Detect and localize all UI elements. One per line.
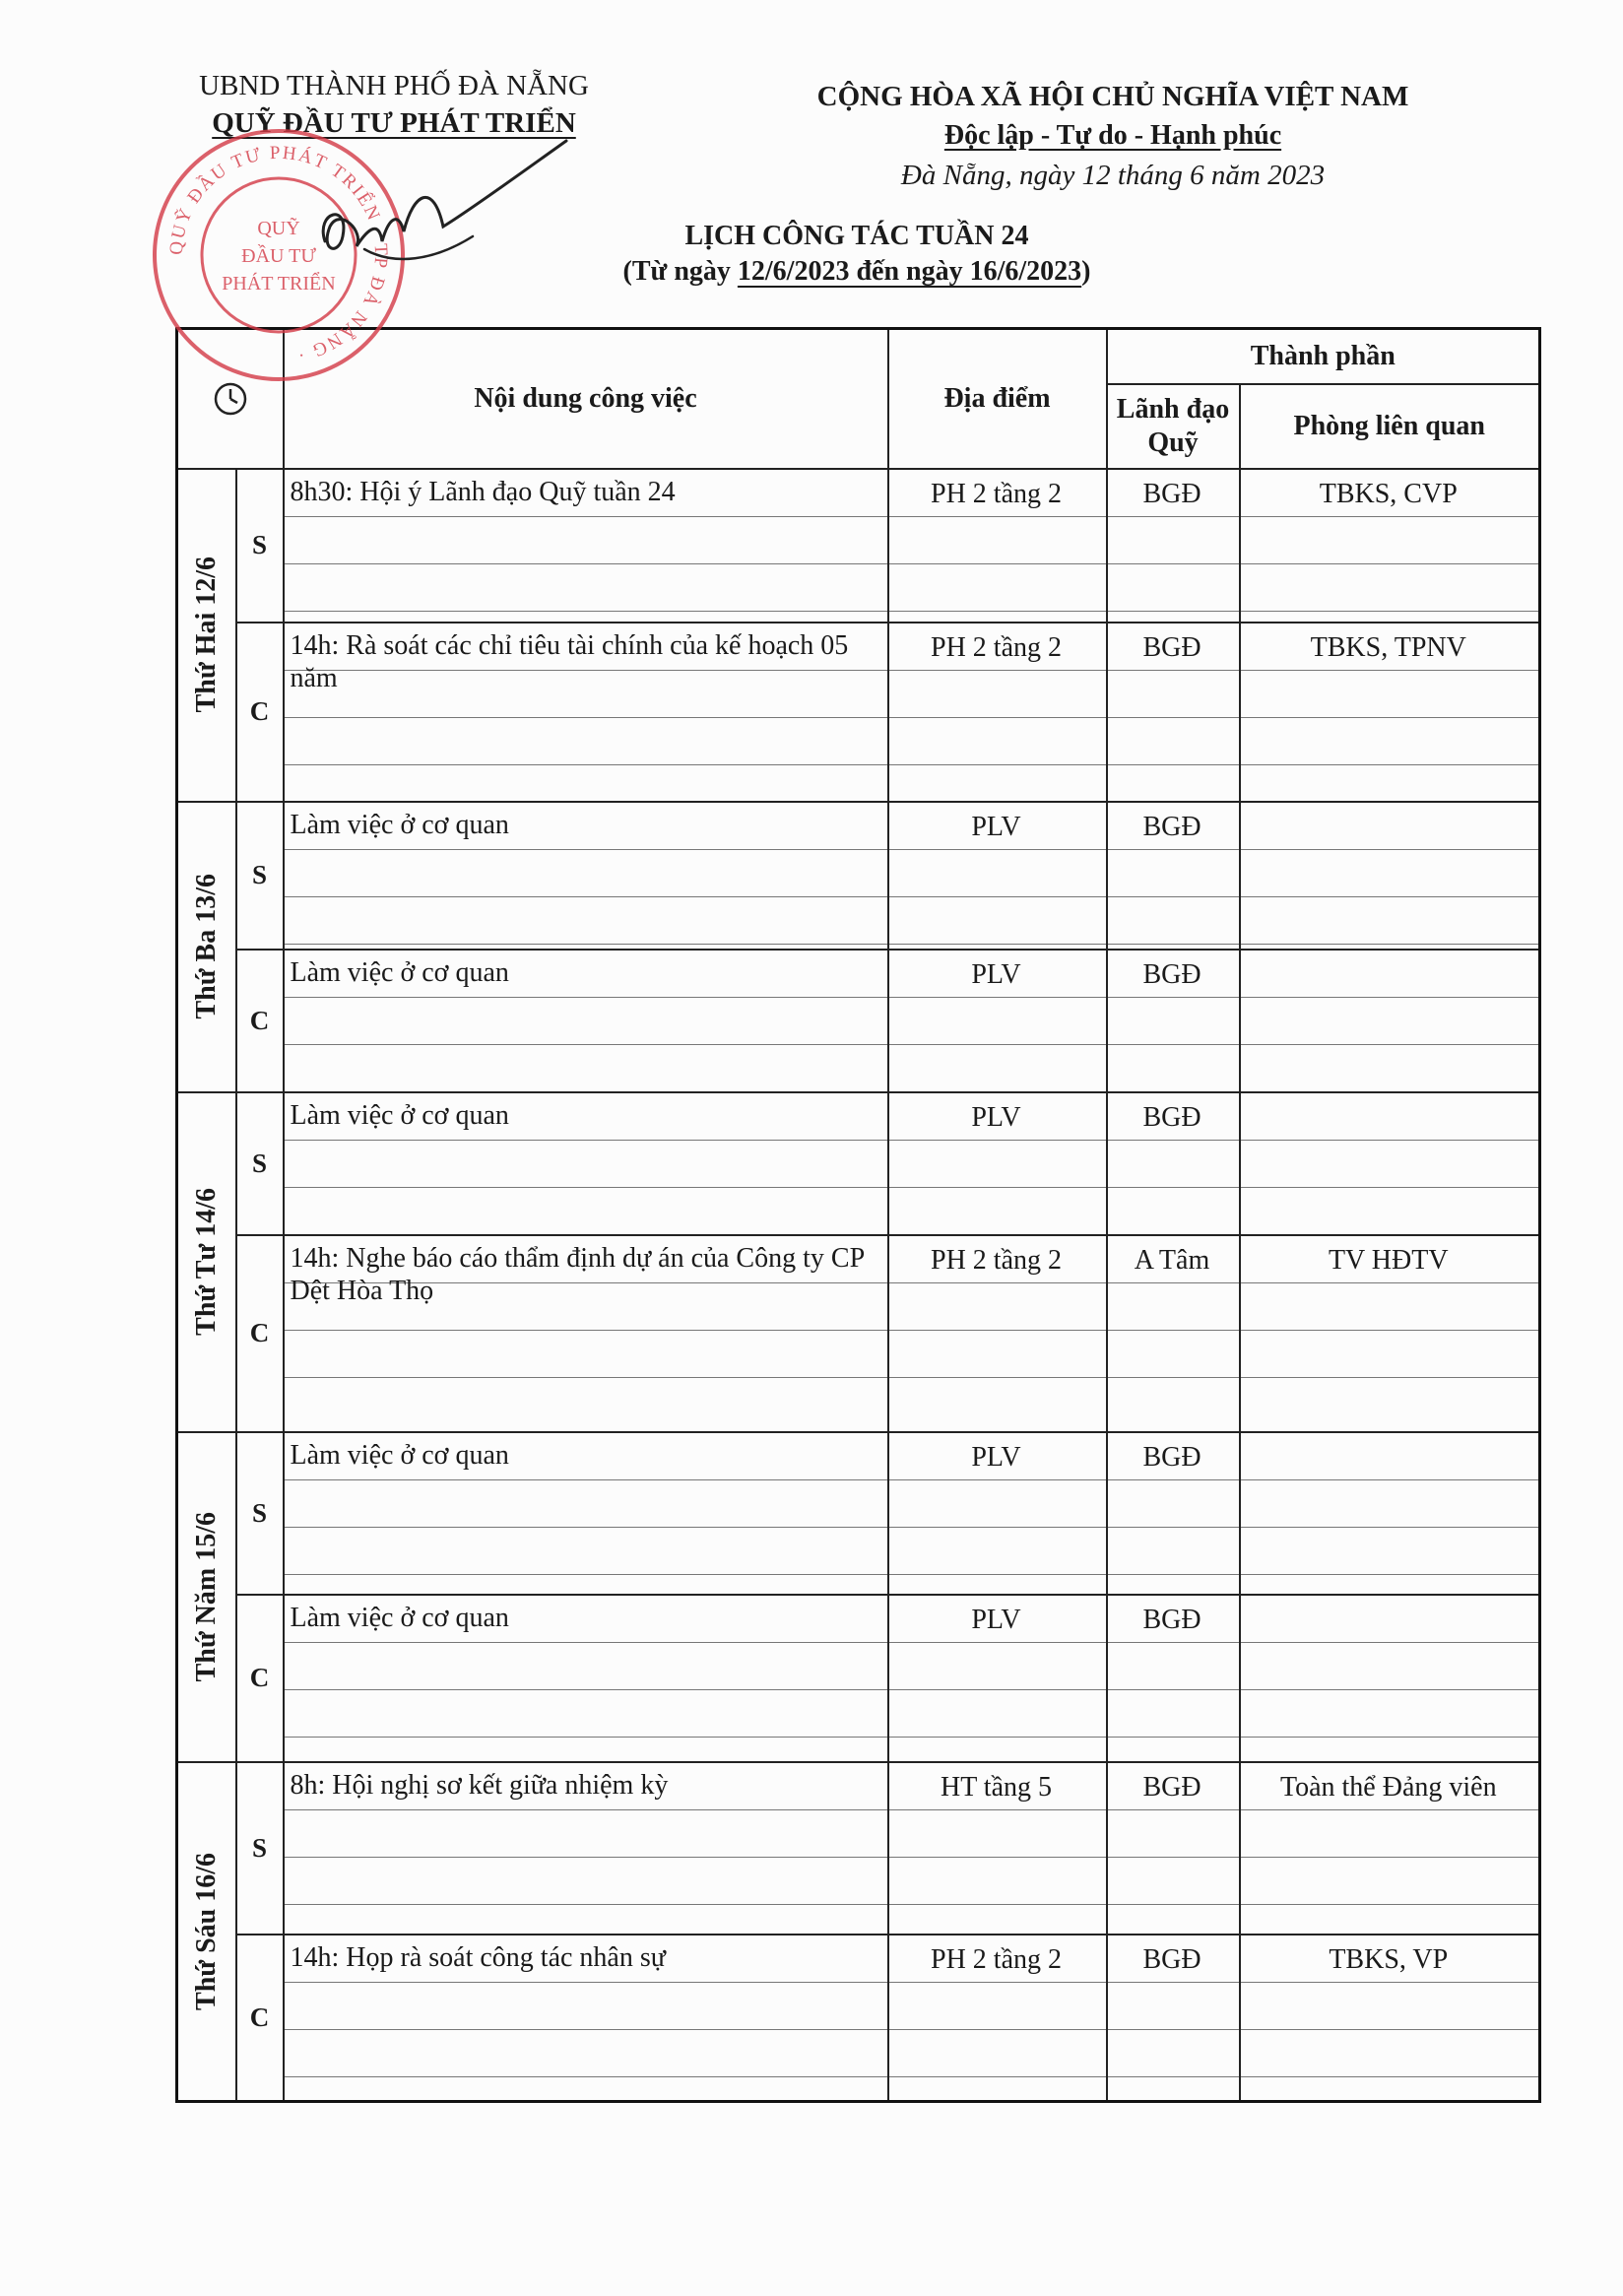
country-name: CỘNG HÒA XÃ HỘI CHỦ NGHĨA VIỆT NAM — [816, 81, 1409, 112]
leader-cell — [1107, 623, 1240, 802]
location-cell — [888, 1432, 1107, 1595]
schedule-row — [177, 1432, 1540, 1595]
stamp-ring-text: QUỸ ĐẦU TƯ PHÁT TRIỂN · TP ĐÀ NẴNG · — [165, 142, 392, 366]
task-content: 14h: Rà soát các chỉ tiêu tài chính của kế hoạch 05 năm — [290, 629, 849, 693]
task-location: PLV — [971, 958, 1021, 990]
task-cell — [284, 1092, 888, 1235]
dept-cell — [1240, 1092, 1540, 1235]
task-cell — [284, 469, 888, 623]
task-content: 14h: Họp rà soát công tác nhân sự — [290, 1941, 666, 1973]
task-leader: BGĐ — [1142, 1771, 1201, 1803]
leader-cell — [1107, 1935, 1240, 2102]
task-content: Làm việc ở cơ quan — [290, 1099, 509, 1131]
day-cell — [177, 469, 236, 802]
task-cell — [284, 1432, 888, 1595]
day-label: Thứ Hai 12/6 — [190, 557, 222, 713]
leader-cell — [1107, 469, 1240, 623]
task-location: PH 2 tầng 2 — [931, 478, 1062, 509]
participants-header: Thành phần — [1107, 329, 1540, 384]
task-cell — [284, 623, 888, 802]
task-content: Làm việc ở cơ quan — [290, 1439, 509, 1471]
day-cell — [177, 802, 236, 1092]
dept-cell — [1240, 1595, 1540, 1762]
session-cell — [236, 1432, 284, 1595]
task-content: Làm việc ở cơ quan — [290, 1602, 509, 1633]
location-cell — [888, 1595, 1107, 1762]
clock-icon — [212, 380, 249, 418]
task-leader: BGĐ — [1142, 811, 1201, 842]
leader-cell — [1107, 1092, 1240, 1235]
issuer-org: QUỸ ĐẦU TƯ PHÁT TRIỂN — [212, 107, 576, 139]
dept-header: Phòng liên quan — [1240, 384, 1540, 469]
session-code: C — [249, 1663, 270, 1692]
task-dept: TBKS, CVP — [1319, 478, 1458, 509]
location-cell — [888, 1935, 1107, 2102]
content-header: Nội dung công việc — [284, 329, 888, 469]
task-location: PLV — [971, 1441, 1021, 1473]
session-code: C — [249, 1318, 270, 1347]
task-cell — [284, 1595, 888, 1762]
task-content: 14h: Nghe báo cáo thẩm định dự án của Công ty CP Dệt Hòa Thọ — [290, 1242, 865, 1306]
session-cell — [236, 469, 284, 623]
task-dept: TBKS, TPNV — [1310, 631, 1466, 663]
location-cell — [888, 1762, 1107, 1935]
task-cell — [284, 1762, 888, 1935]
task-dept — [1241, 951, 1539, 958]
task-location: PH 2 tầng 2 — [931, 1943, 1062, 1975]
task-content: Làm việc ở cơ quan — [290, 956, 509, 988]
location-cell — [888, 623, 1107, 802]
location-cell — [888, 469, 1107, 623]
schedule-row — [177, 802, 1540, 950]
task-cell — [284, 1935, 888, 2102]
dept-cell — [1240, 1762, 1540, 1935]
weekly-schedule-table — [175, 327, 1541, 2103]
schedule-row — [177, 1092, 1540, 1235]
task-location: PH 2 tầng 2 — [931, 631, 1062, 663]
schedule-row — [177, 469, 1540, 623]
stamp-inner-line: QUỸ — [257, 218, 300, 239]
task-leader: BGĐ — [1142, 1101, 1201, 1133]
dept-cell — [1240, 469, 1540, 623]
day-cell — [177, 1092, 236, 1432]
task-content: 8h30: Hội ý Lãnh đạo Quỹ tuần 24 — [290, 476, 676, 507]
task-location: PLV — [971, 1101, 1021, 1133]
task-location: HT tầng 5 — [940, 1771, 1053, 1803]
stamp-inner-line: PHÁT TRIỂN — [222, 273, 336, 295]
national-motto: Độc lập - Tự do - Hạnh phúc — [943, 120, 1282, 151]
session-code: S — [251, 1832, 268, 1863]
location-cell — [888, 802, 1107, 950]
session-cell — [236, 1935, 284, 2102]
session-cell — [236, 802, 284, 950]
location-cell — [888, 1235, 1107, 1432]
task-dept: TBKS, VP — [1329, 1943, 1449, 1975]
range-prefix: (Từ ngày — [622, 256, 738, 287]
day-label: Thứ Sáu 16/6 — [190, 1852, 222, 2010]
session-cell — [236, 1595, 284, 1762]
issuer-block — [148, 67, 640, 142]
schedule-date-range — [512, 254, 1201, 290]
location-cell — [888, 950, 1107, 1092]
task-location: PLV — [971, 811, 1021, 842]
session-code: S — [251, 530, 268, 559]
dept-cell — [1240, 623, 1540, 802]
schedule-row — [177, 623, 1540, 802]
task-cell — [284, 802, 888, 950]
schedule-row — [177, 950, 1540, 1092]
day-label: Thứ Tư 14/6 — [190, 1188, 222, 1336]
schedule-title-main: LỊCH CÔNG TÁC TUẦN 24 — [684, 221, 1029, 251]
dept-cell — [1240, 950, 1540, 1092]
dept-cell — [1240, 802, 1540, 950]
place-date: Đà Nẵng, ngày 12 tháng 6 năm 2023 — [900, 160, 1326, 191]
task-leader: BGĐ — [1142, 1943, 1201, 1975]
task-leader: BGĐ — [1142, 631, 1201, 663]
task-leader: BGĐ — [1142, 1441, 1201, 1473]
leader-cell — [1107, 1432, 1240, 1595]
schedule-title — [512, 219, 1201, 290]
range-dates: 12/6/2023 đến ngày 16/6/2023 — [737, 256, 1082, 287]
task-dept — [1241, 1433, 1539, 1441]
session-code: C — [249, 696, 270, 726]
task-dept — [1241, 803, 1539, 811]
task-leader: A Tâm — [1134, 1244, 1210, 1276]
task-leader: BGĐ — [1142, 478, 1201, 509]
task-dept — [1241, 1093, 1539, 1101]
issuer-parent-org: UBND THÀNH PHỐ ĐÀ NẴNG — [199, 70, 589, 101]
leader-header: Lãnh đạo Quỹ — [1107, 384, 1240, 469]
schedule-row — [177, 1595, 1540, 1762]
leader-cell — [1107, 802, 1240, 950]
session-cell — [236, 1762, 284, 1935]
session-cell — [236, 950, 284, 1092]
national-header — [748, 77, 1477, 195]
day-label: Thứ Năm 15/6 — [190, 1511, 222, 1682]
stamp-inner-line: ĐẦU TƯ — [241, 245, 316, 267]
session-cell — [236, 623, 284, 802]
leader-cell — [1107, 1595, 1240, 1762]
leader-cell — [1107, 1762, 1240, 1935]
task-leader: BGĐ — [1142, 958, 1201, 990]
leader-cell — [1107, 1235, 1240, 1432]
dept-cell — [1240, 1432, 1540, 1595]
session-code: C — [249, 2001, 270, 2032]
day-label: Thứ Ba 13/6 — [190, 874, 222, 1019]
task-dept — [1241, 1596, 1539, 1604]
clock-header — [177, 329, 284, 469]
task-leader: BGĐ — [1142, 1604, 1201, 1635]
task-content: Làm việc ở cơ quan — [290, 809, 509, 840]
task-content: 8h: Hội nghị sơ kết giữa nhiệm kỳ — [290, 1769, 669, 1801]
session-code: C — [249, 1005, 270, 1035]
day-cell — [177, 1432, 236, 1762]
range-suffix: ) — [1081, 256, 1091, 287]
task-dept: TV HĐTV — [1328, 1244, 1449, 1276]
session-code: S — [251, 1148, 268, 1178]
dept-cell — [1240, 1235, 1540, 1432]
schedule-row — [177, 1762, 1540, 1935]
task-location: PLV — [971, 1604, 1021, 1635]
task-cell — [284, 1235, 888, 1432]
task-cell — [284, 950, 888, 1092]
session-code: S — [251, 1497, 268, 1528]
session-code: S — [251, 860, 268, 889]
session-cell — [236, 1092, 284, 1235]
schedule-row — [177, 1235, 1540, 1432]
location-header: Địa điểm — [888, 329, 1107, 469]
day-cell — [177, 1762, 236, 2102]
dept-cell — [1240, 1935, 1540, 2102]
task-location: PH 2 tầng 2 — [931, 1244, 1062, 1276]
session-cell — [236, 1235, 284, 1432]
task-dept: Toàn thể Đảng viên — [1279, 1771, 1497, 1803]
leader-cell — [1107, 950, 1240, 1092]
location-cell — [888, 1092, 1107, 1235]
schedule-row — [177, 1935, 1540, 2102]
